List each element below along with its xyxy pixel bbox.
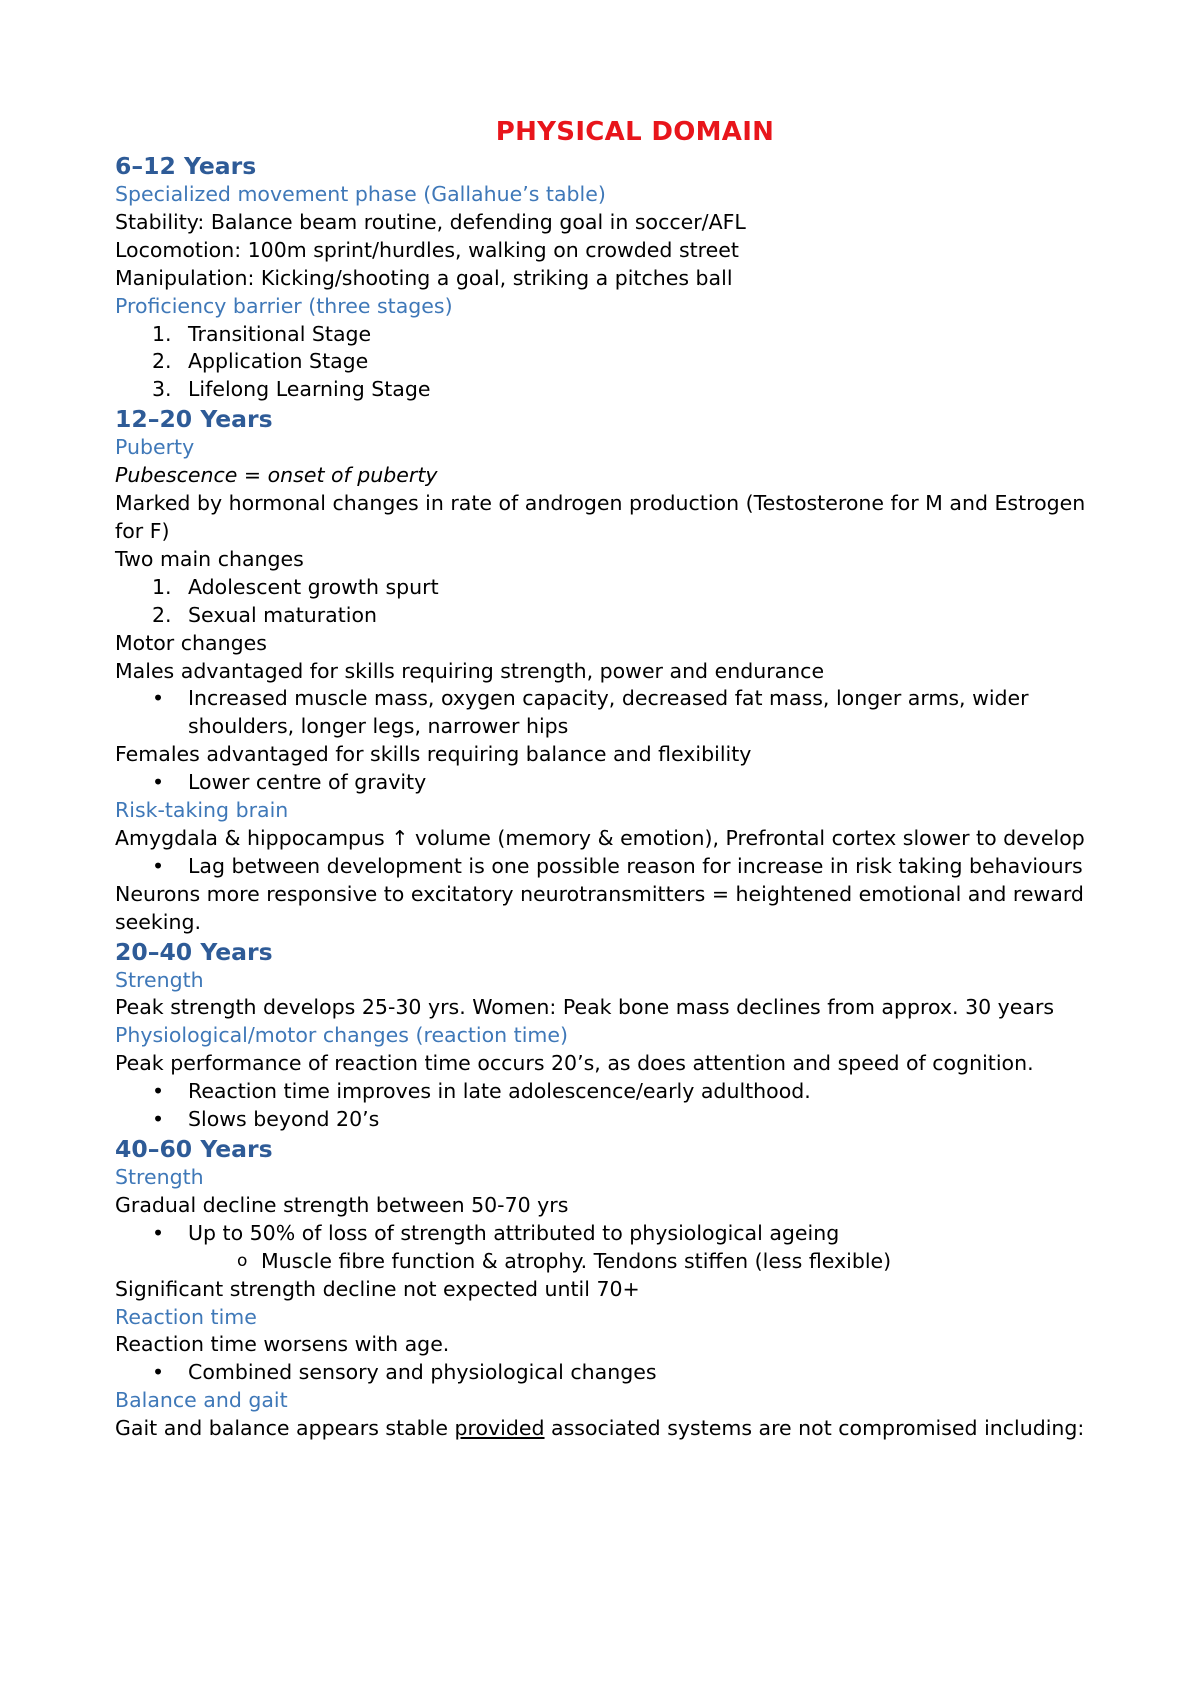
- subheading-reaction-time: Reaction time: [115, 1304, 257, 1329]
- bullet-item-text: Combined sensory and physiological changes: [188, 1360, 657, 1385]
- paragraph-gait-balance: [115, 1415, 1095, 1443]
- bullet-item: [115, 769, 1095, 797]
- bullet-icon: •: [152, 770, 165, 795]
- list-item-text: Adolescent growth spurt: [188, 574, 439, 599]
- bullet-item: [115, 1220, 1095, 1248]
- list-item: [115, 602, 1095, 630]
- document-body: [115, 113, 1095, 1443]
- heading-20-40-years: 20–40 Years: [115, 937, 273, 966]
- bullet-item-text: Slows beyond 20’s: [188, 1107, 380, 1132]
- heading-12-20-years: 12–20 Years: [115, 405, 273, 434]
- list-item-text: Transitional Stage: [188, 321, 372, 346]
- paragraph-males-advantaged: Males advantaged for skills requiring strength, power and endurance: [115, 658, 825, 683]
- heading-40-60-years: 40–60 Years: [115, 1135, 273, 1163]
- bullet-icon: •: [152, 1220, 165, 1245]
- paragraph-amygdala: Amygdala & hippocampus ↑ volume (memory & emotion), Prefrontal cortex slower to develop: [115, 825, 1085, 850]
- paragraph-females-advantaged: Females advantaged for skills requiring balance and flexibility: [115, 742, 752, 767]
- bullet-icon: •: [152, 1360, 165, 1385]
- paragraph-stability: Stability: Balance beam routine, defending goal in soccer/AFL: [115, 209, 746, 234]
- page-title: PHYSICAL DOMAIN: [495, 117, 775, 147]
- bullet-icon: •: [152, 1079, 165, 1104]
- list-number: 3.: [152, 377, 172, 402]
- bullet-item-text: Increased muscle mass, oxygen capacity, decreased fat mass, longer arms, wider shoulders, longer legs, narrower hips: [188, 686, 1029, 739]
- gait-text-start: Gait and balance appears stable: [115, 1416, 455, 1441]
- bullet-icon: •: [152, 1107, 165, 1132]
- gait-text-end: associated systems are not compromised including:: [544, 1416, 1085, 1441]
- list-number: 1.: [152, 321, 172, 346]
- circle-bullet-icon: o: [237, 1250, 248, 1271]
- list-item-text: Lifelong Learning Stage: [188, 377, 431, 402]
- paragraph-hormonal-changes: Marked by hormonal changes in rate of androgen production (Testosterone for M and Estrogen for F): [115, 491, 1086, 543]
- subheading-strength: Strength: [115, 967, 204, 992]
- paragraph-significant-decline: Significant strength decline not expected until 70+: [115, 1276, 640, 1301]
- list-item: [115, 376, 1095, 404]
- subheading-proficiency-barrier: Proficiency barrier (three stages): [115, 293, 453, 318]
- bullet-item-text: Lag between development is one possible reason for increase in risk taking behaviours: [188, 853, 1083, 878]
- bullet-item: [115, 1078, 1095, 1106]
- underlined-word: provided: [454, 1416, 545, 1441]
- subheading-balance-and-gait: Balance and gait: [115, 1388, 288, 1413]
- list-item-text: Application Stage: [188, 349, 369, 374]
- paragraph-gradual-decline: Gradual decline strength between 50-70 yrs: [115, 1192, 569, 1217]
- bullet-item: [115, 685, 1095, 741]
- subheading-strength: Strength: [115, 1165, 204, 1189]
- sub-bullet-item-text: Muscle fibre function & atrophy. Tendons stiffen (less flexible): [261, 1248, 892, 1273]
- list-item: [115, 321, 1095, 349]
- list-item: [115, 348, 1095, 376]
- paragraph-reaction-worsens: Reaction time worsens with age.: [115, 1332, 450, 1357]
- subheading-physiological-motor: Physiological/motor changes (reaction time): [115, 1023, 568, 1048]
- bullet-item: [115, 1106, 1095, 1134]
- bullet-item-text: Lower centre of gravity: [188, 770, 427, 795]
- subheading-risk-taking-brain: Risk-taking brain: [115, 798, 289, 823]
- paragraph-manipulation: Manipulation: Kicking/shooting a goal, striking a pitches ball: [115, 265, 733, 290]
- bullet-item-text: Up to 50% of loss of strength attributed to physiological ageing: [188, 1220, 840, 1245]
- list-number: 1.: [152, 574, 172, 599]
- paragraph-motor-changes: Motor changes: [115, 630, 267, 655]
- heading-6-12-years: 6–12 Years: [115, 152, 257, 180]
- bullet-icon: •: [152, 853, 165, 878]
- bullet-item: [115, 853, 1095, 881]
- paragraph-pubescence: Pubescence = onset of puberty: [115, 463, 438, 488]
- paragraph-neurons: Neurons more responsive to excitatory neurotransmitters = heightened emotional and reward seeking.: [115, 881, 1084, 934]
- paragraph-two-main-changes: Two main changes: [115, 546, 304, 571]
- paragraph-locomotion: Locomotion: 100m sprint/hurdles, walking on crowded street: [115, 237, 739, 262]
- list-item: [115, 574, 1095, 602]
- list-item-text: Sexual maturation: [188, 602, 377, 627]
- subheading-specialized-movement: Specialized movement phase (Gallahue’s table): [115, 182, 606, 206]
- list-number: 2.: [152, 349, 172, 374]
- bullet-icon: •: [152, 686, 165, 711]
- sub-bullet-item: [115, 1248, 1095, 1276]
- paragraph-peak-performance: Peak performance of reaction time occurs 20’s, as does attention and speed of cognition.: [115, 1051, 1034, 1076]
- subheading-puberty: Puberty: [115, 435, 195, 460]
- list-number: 2.: [152, 602, 172, 627]
- bullet-item-text: Reaction time improves in late adolescence/early adulthood.: [188, 1079, 811, 1104]
- paragraph-peak-strength: Peak strength develops 25-30 yrs. Women: Peak bone mass declines from approx. 30 years: [115, 995, 1055, 1020]
- bullet-item: [115, 1359, 1095, 1387]
